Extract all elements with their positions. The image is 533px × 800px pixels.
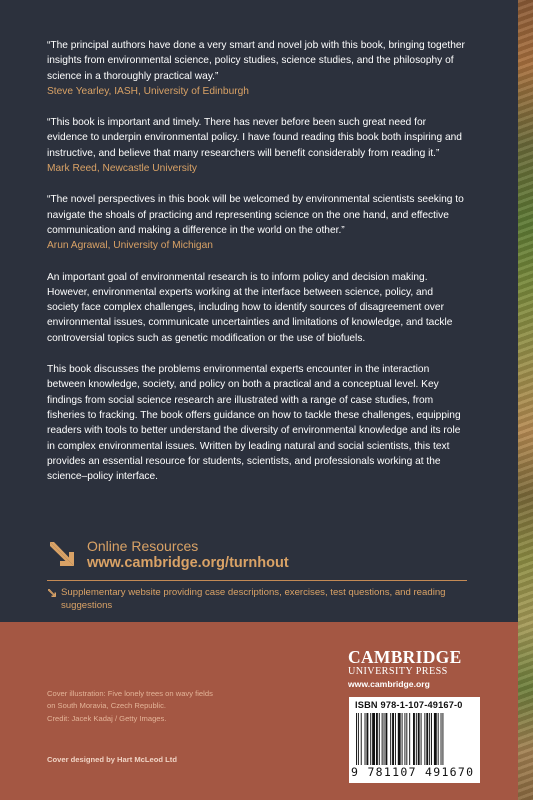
arrow-down-right-icon [47, 539, 77, 569]
isbn-label: ISBN 978-1-107-49167-0 [355, 700, 463, 710]
publisher-name: CAMBRIDGE [348, 647, 462, 667]
publisher-url[interactable]: www.cambridge.org [348, 679, 430, 689]
cover-credit [47, 688, 277, 725]
endorsement [47, 115, 467, 176]
endorsement-quote: “The principal authors have done a very smart and novel job with this book, bringing together insights from environmental science, policy studies, science studies, and the philosophy of science in a thoroughly practical way.” [47, 40, 465, 82]
publisher-press: UNIVERSITY PRESS [348, 666, 448, 677]
endorsement-attribution: Arun Agrawal, University of Michigan [47, 240, 213, 252]
cover-credit-line: on South Moravia, Czech Republic. [47, 701, 167, 711]
supplement-text: Supplementary website providing case descriptions, exercises, test questions, and reading suggestions [61, 587, 446, 612]
online-resources [47, 537, 487, 577]
divider [47, 580, 467, 581]
publisher-logo [348, 648, 498, 690]
endorsement-attribution: Steve Yearley, IASH, University of Edinburgh [47, 85, 249, 97]
barcode [349, 697, 480, 783]
cover-credit-line: Cover illustration: Five lonely trees on wavy fields [47, 689, 213, 698]
text-content [47, 38, 467, 500]
endorsement [47, 192, 467, 253]
barcode-icon [356, 713, 474, 765]
ean-digits: 9 781107 491670 [351, 765, 475, 779]
online-resources-url[interactable]: www.cambridge.org/turnhout [87, 555, 289, 571]
endorsement-quote: “This book is important and timely. There has never before been such great need for evidence to underpin environmental policy. I have found reading this book both inspiring and instructive, and believe that many researchers will benefit considerably from reading it.” [47, 117, 462, 159]
endorsement [47, 38, 467, 99]
online-resources-title: Online Resources [87, 538, 199, 554]
endorsement-quote: “The novel perspectives in this book will be welcomed by environmental scientists seeking to navigate the shoals of practicing and representing science on the one hand, and effective communication and making a difference in the world on the other.” [47, 194, 464, 236]
endorsement-attribution: Mark Reed, Newcastle University [47, 163, 198, 175]
arrow-down-right-icon [47, 588, 57, 598]
cover-credit-line: Credit: Jacek Kadaj / Getty Images. [47, 713, 167, 723]
cover-photo-strip [518, 0, 533, 800]
description-paragraph: An important goal of environmental research is to inform policy and decision making. However, environmental experts working at the interface between science, policy, and society face complex challenges, including how to identify sources of disagreement over environmental issues, communicate uncertainties and limitations of knowledge, and tackle controversial topics such as genetic modification or the use of biofuels. [47, 271, 453, 344]
cover-designer: Cover designed by Hart McLeod Ltd [47, 755, 177, 764]
description-paragraph: This book discusses the problems environmental experts encounter in the interaction between knowledge, society, and policy on both a practical and a conceptual level. Key findings from social science research are illustrated with a range of case studies, from fisheries to fracking. The book offers guidance on how to tackle these challenges, equipping readers with tools to better understand the diversity of environmental knowledge and its role in complex environmental issues. Written by leading natural and social scientists, this text provides an essential resource for students, scientists, and professionals working at the science–policy interface. [47, 364, 461, 483]
